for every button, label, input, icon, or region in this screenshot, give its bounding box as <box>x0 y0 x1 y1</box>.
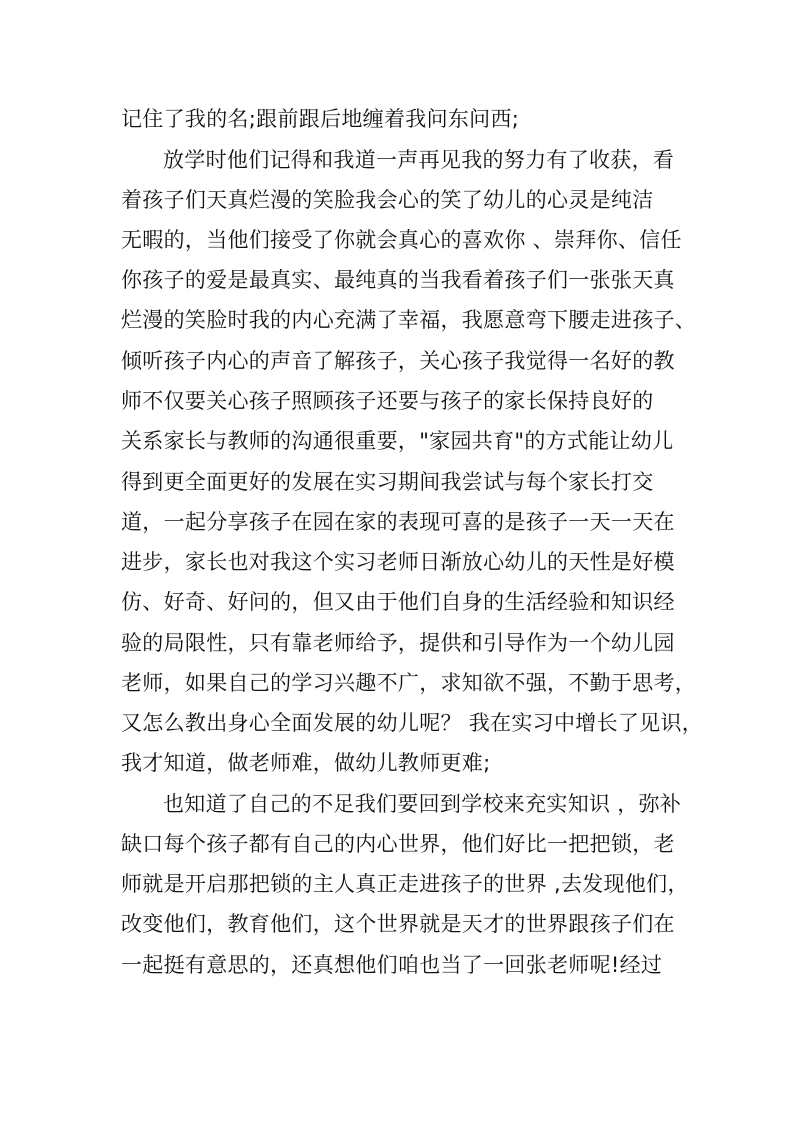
text-line: 得到更全面更好的发展在实习期间我尝试与每个家长打交 <box>121 470 654 494</box>
text-line: 缺口每个孩子都有自己的内心世界，他们好比一把把锁，老 <box>121 832 675 856</box>
text-line: 验的局限性，只有靠老师给予，提供和引导作为一个幼儿园 <box>121 631 675 655</box>
text-line: 烂漫的笑脸时我的内心充满了幸福，我愿意弯下腰走进孩子、 <box>121 308 697 332</box>
text-line: 你孩子的爱是最真实、最纯真的当我看着孩子们一张张天真 <box>121 268 675 292</box>
text-line: 着孩子们天真烂漫的笑脸我会心的笑了幼儿的心灵是纯洁 <box>121 188 654 212</box>
text-line: 老师，如果自己的学习兴趣不广，求知欲不强，不勤于思考， <box>121 671 697 695</box>
text-line: 倾听孩子内心的声音了解孩子，关心孩子我觉得一名好的教 <box>121 349 675 373</box>
text-line: 记住了我的名;跟前跟后地缠着我问东问西; <box>121 107 520 131</box>
text-line: 师不仅要关心孩子照顾孩子还要与孩子的家长保持良好的 <box>121 389 654 413</box>
text-line: 无暇的，当他们接受了你就会真心的喜欢你 、崇拜你、信任 <box>121 228 682 252</box>
text-line: 道，一起分享孩子在园在家的表现可喜的是孩子一天一天在 <box>121 510 675 534</box>
text-line: 师就是开启那把锁的主人真正走进孩子的世界 ,去发现他们， <box>121 872 689 896</box>
text-line: 我才知道，做老师难，做幼儿教师更难; <box>121 751 491 775</box>
paragraph-start-line: 放学时他们记得和我道一声再见我的努力有了收获，看 <box>163 148 675 172</box>
text-line: 又怎么教出身心全面发展的幼儿呢？ 我在实习中增长了见识， <box>121 711 704 735</box>
paragraph-start-line: 也知道了自己的不足我们要回到学校来充实知识 ，弥补 <box>163 792 682 816</box>
text-line: 关系家长与教师的沟通很重要，"家园共育"的方式能让幼儿 <box>121 429 674 453</box>
text-line: 仿、好奇、好问的，但又由于他们自身的生活经验和知识经 <box>121 590 675 614</box>
text-line: 进步，家长也对我这个实习老师日渐放心幼儿的天性是好模 <box>121 550 675 574</box>
text-line: 改变他们，教育他们，这个世界就是天才的世界跟孩子们在 <box>121 912 675 936</box>
text-line: 一起挺有意思的，还真想他们咱也当了一回张老师呢!经过 <box>121 953 663 977</box>
